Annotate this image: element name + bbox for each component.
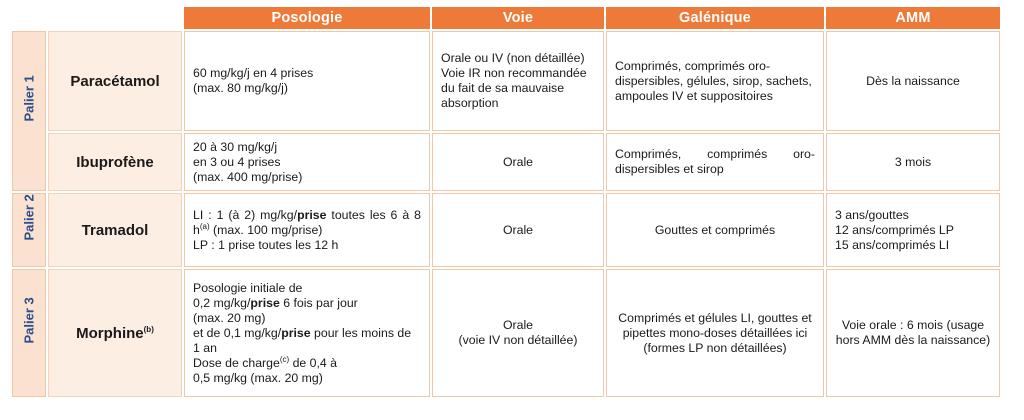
tramadol-posologie: LI : 1 (à 2) mg/kg/prise toutes les 6 à 8 $h^{(a)}$ (max. 100 mg/prise) LP : 1 prise toutes les 12 h bbox=[184, 193, 430, 267]
morphine-galenique: Comprimés et gélules LI, gouttes et pipettes mono-doses détaillées ici (formes LP non détaillées) bbox=[606, 269, 824, 397]
paracetamol-amm: Dès la naissance bbox=[826, 31, 1000, 131]
morphine-voie: Orale (voie IV non détaillée) bbox=[432, 269, 604, 397]
header-blank bbox=[12, 7, 46, 29]
drug-tramadol: Tramadol bbox=[48, 193, 182, 267]
palier-1-label: Palier 1 bbox=[12, 31, 46, 191]
paracetamol-posologie: 60 mg/kg/j en 4 prises (max. 80 mg/kg/j) bbox=[184, 31, 430, 131]
morphine-posologie: Posologie initiale de 0,2 mg/kg/prise 6 fois par jour (max. 20 mg) et de 0,1 mg/kg/prise pour les moins de 1 an Dose de charge$^{(c)}$ de 0,4 à 0,5 mg/kg (max. 20 mg) bbox=[184, 269, 430, 397]
analgesic-table bbox=[10, 5, 1002, 399]
header-galenique: Galénique bbox=[606, 7, 824, 29]
palier-2-label: Palier 2 bbox=[12, 193, 46, 267]
ibuprofene-voie: Orale bbox=[432, 133, 604, 191]
tramadol-galenique: Gouttes et comprimés bbox=[606, 193, 824, 267]
header-blank-2 bbox=[48, 7, 182, 29]
paracetamol-galenique: Comprimés, comprimés oro-dispersibles, gélules, sirop, sachets, ampoules IV et suppositoires bbox=[606, 31, 824, 131]
morphine-amm: Voie orale : 6 mois (usage hors AMM dès la naissance) bbox=[826, 269, 1000, 397]
tramadol-amm: 3 ans/gouttes 12 ans/comprimés LP 15 ans/comprimés LI bbox=[826, 193, 1000, 267]
header-posologie: Posologie bbox=[184, 7, 430, 29]
header-amm: AMM bbox=[826, 7, 1000, 29]
ibuprofene-amm: 3 mois bbox=[826, 133, 1000, 191]
drug-paracetamol: Paracétamol bbox=[48, 31, 182, 131]
header-voie: Voie bbox=[432, 7, 604, 29]
ibuprofene-galenique: Comprimés, comprimés oro-dispersibles et sirop bbox=[606, 133, 824, 191]
palier-3-label: Palier 3 bbox=[12, 269, 46, 397]
tramadol-voie: Orale bbox=[432, 193, 604, 267]
drug-morphine: Morphine$^{(b)}$ bbox=[48, 269, 182, 397]
drug-ibuprofene: Ibuprofène bbox=[48, 133, 182, 191]
paracetamol-voie: Orale ou IV (non détaillée) Voie IR non recommandée du fait de sa mauvaise absorption bbox=[432, 31, 604, 131]
ibuprofene-posologie: 20 à 30 mg/kg/j en 3 ou 4 prises (max. 400 mg/prise) bbox=[184, 133, 430, 191]
